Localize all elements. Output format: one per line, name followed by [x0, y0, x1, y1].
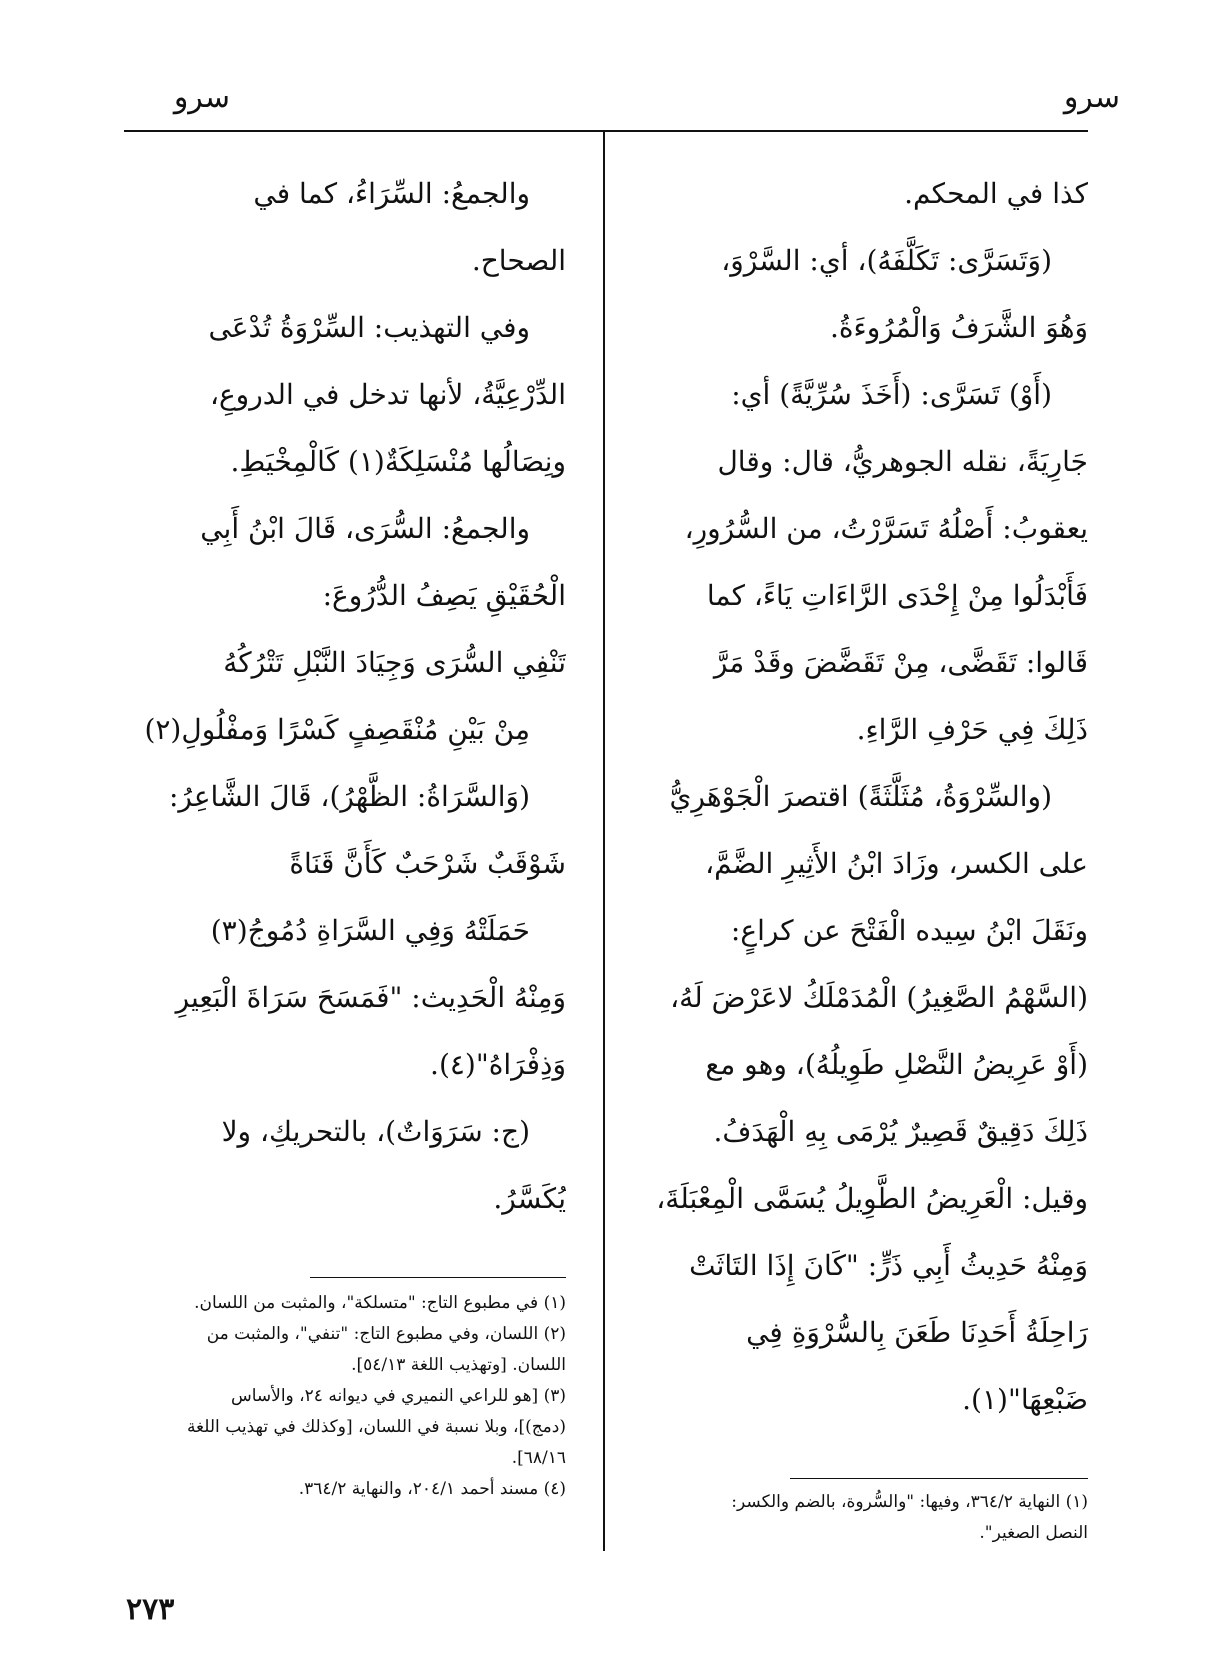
text-line: (والسِّرْوَةُ، مُثَلَّثَةً) اقتصرَ الْجَوْهَرِيُّ	[669, 780, 1052, 813]
text-line: ضَبْعِهَا"(١).	[962, 1383, 1088, 1416]
footnote-rule-right	[790, 1478, 1088, 1479]
text-line: وفي التهذيب: السِّرْوَةُ تُدْعَى	[208, 311, 530, 344]
text-line: وَذِفْرَاهُ"(٤).	[430, 1048, 566, 1081]
text-line: الصحاح.	[471, 244, 566, 277]
header-rule	[124, 130, 1088, 132]
text-line: يُكَسَّرُ.	[493, 1182, 566, 1215]
text-line: فَأَبْدَلُوا مِنْ إِحْدَى الرَّاءَاتِ يَاءً، كما	[706, 579, 1088, 612]
page-number: ٢٧٣	[126, 1592, 175, 1627]
footnote-line: (١) النهاية ٣٦٤/٢، وفيها: "والسُّروة، بالضم والكسر:	[731, 1492, 1088, 1512]
running-header-right: سرو	[1063, 80, 1120, 115]
text-line: (أَوْ) تَسَرَّى: (أَخَذَ سُرِّيَّةً) أي:	[731, 378, 1052, 411]
footnotes-left	[124, 1288, 566, 1505]
text-line: (وَالسَّرَاةُ: الظَّهْرُ)، قَالَ الشَّاعِرُ:	[168, 780, 530, 813]
text-line: وَهُوَ الشَّرَفُ وَالْمُرُوءَةُ.	[829, 311, 1088, 344]
running-header-left: سرو	[173, 80, 230, 115]
text-line: الدِّرْعِيَّةُ، لأنها تدخل في الدروعِ،	[209, 378, 566, 411]
footnote-line: (٣) [هو للراعي النميري في ديوانه ٢٤، والأساس	[230, 1386, 566, 1406]
text-line: الْحُقَيْقِ يَصِفُ الدُّرُوعَ:	[322, 579, 566, 612]
text-line: (السَّهْمُ الصَّغِيرُ) الْمُدَمْلَكُ لاعَرْضَ لَهُ،	[670, 981, 1088, 1014]
text-line: وَمِنْهُ حَدِيثُ أَبِي ذَرٍّ: "كَانَ إِذَا التَاثَتْ	[689, 1249, 1088, 1282]
text-line: وقيل: الْعَرِيضُ الطَّوِيلُ يُسَمَّى الْمِعْبَلَةَ،	[656, 1182, 1088, 1215]
text-line: (وَتَسَرَّى: تَكَلَّفَهُ)، أي: السَّرْوَ،	[721, 244, 1052, 277]
footnote-line: اللسان. [وتهذيب اللغة ٥٤/١٣].	[351, 1355, 566, 1375]
text-line: ونَقَلَ ابْنُ سِيده الْفَتْحَ عن كراعٍ:	[730, 914, 1088, 947]
poem-verse: مِنْ بَيْنِ مُنْقَصِفٍ كَسْرًا وَمفْلُولِ(٢)	[144, 713, 530, 746]
footnote-line: النصل الصغير".	[979, 1523, 1088, 1543]
text-line: جَارِيَةً، نقله الجوهريُّ، قال: وقال	[717, 445, 1088, 478]
text-line: ونِصَالُها مُنْسَلِكَةٌ(١) كَالْمِخْيَطِ.	[230, 445, 566, 478]
poem-verse: حَمَلَتْهُ وَفِي السَّرَاةِ دُمُوجُ(٣)	[210, 914, 530, 947]
poem-verse: شَوْقَبٌ شَرْحَبٌ كَأَنَّ قَنَاةً	[289, 847, 566, 880]
poem-verse: تَنْفِي السُّرَى وَجِيَادَ النَّبْلِ تَتْرُكُهُ	[223, 646, 566, 679]
footnote-line: (٢) اللسان، وفي مطبوع التاج: "تنفي"، والمثبت من	[206, 1324, 566, 1344]
text-line: والجمعُ: السِّرَاءُ، كما في	[253, 177, 530, 210]
text-line: كذا في المحكم.	[904, 177, 1088, 210]
column-divider	[603, 131, 605, 1551]
text-line: (ج: سَرَوَاتٌ)، بالتحريكِ، ولا	[221, 1115, 530, 1148]
footnote-line: (٤) مسند أحمد ٢٠٤/١، والنهاية ٣٦٤/٢.	[298, 1479, 566, 1499]
footnote-line: (١) في مطبوع التاج: "متسلكة"، والمثبت من اللسان.	[194, 1293, 566, 1313]
text-line: ذَلِكَ فِي حَرْفِ الرَّاءِ.	[856, 713, 1088, 746]
text-line: والجمعُ: السُّرَى، قَالَ ابْنُ أَبِي	[200, 512, 530, 545]
footnote-line: ٦٨/١٦].	[511, 1448, 566, 1468]
right-text-column	[648, 160, 1088, 1433]
text-line: وَمِنْهُ الْحَدِيث: "فَمَسَحَ سَرَاةَ الْبَعِيرِ	[175, 981, 566, 1014]
text-line: يعقوبُ: أَصْلُهُ تَسَرَّرْتُ، من السُّرُورِ،	[684, 512, 1088, 545]
text-line: قَالوا: تَقَضَّى، مِنْ تَقَضَّضَ وقَدْ مَرَّ	[713, 646, 1088, 679]
text-line: على الكسر، وزَادَ ابْنُ الأَثِيرِ الضَّمَّ،	[705, 847, 1088, 880]
footnote-rule-left	[310, 1277, 566, 1278]
text-line: (أَوْ عَرِيضُ النَّصْلِ طَوِيلُهُ)، وهو مع	[705, 1048, 1088, 1081]
text-line: ذَلِكَ دَقِيقٌ قَصِيرٌ يُرْمَى بِهِ الْهَدَفُ.	[713, 1115, 1088, 1148]
text-line: رَاحِلَةُ أَحَدِنَا طَعَنَ بِالسُّرْوَةِ فِي	[746, 1316, 1088, 1349]
left-text-column	[124, 160, 566, 1232]
footnote-line: (دمج)]، وبلا نسبة في اللسان، [وكذلك في تهذيب اللغة	[186, 1417, 566, 1437]
footnotes-right	[648, 1487, 1088, 1549]
